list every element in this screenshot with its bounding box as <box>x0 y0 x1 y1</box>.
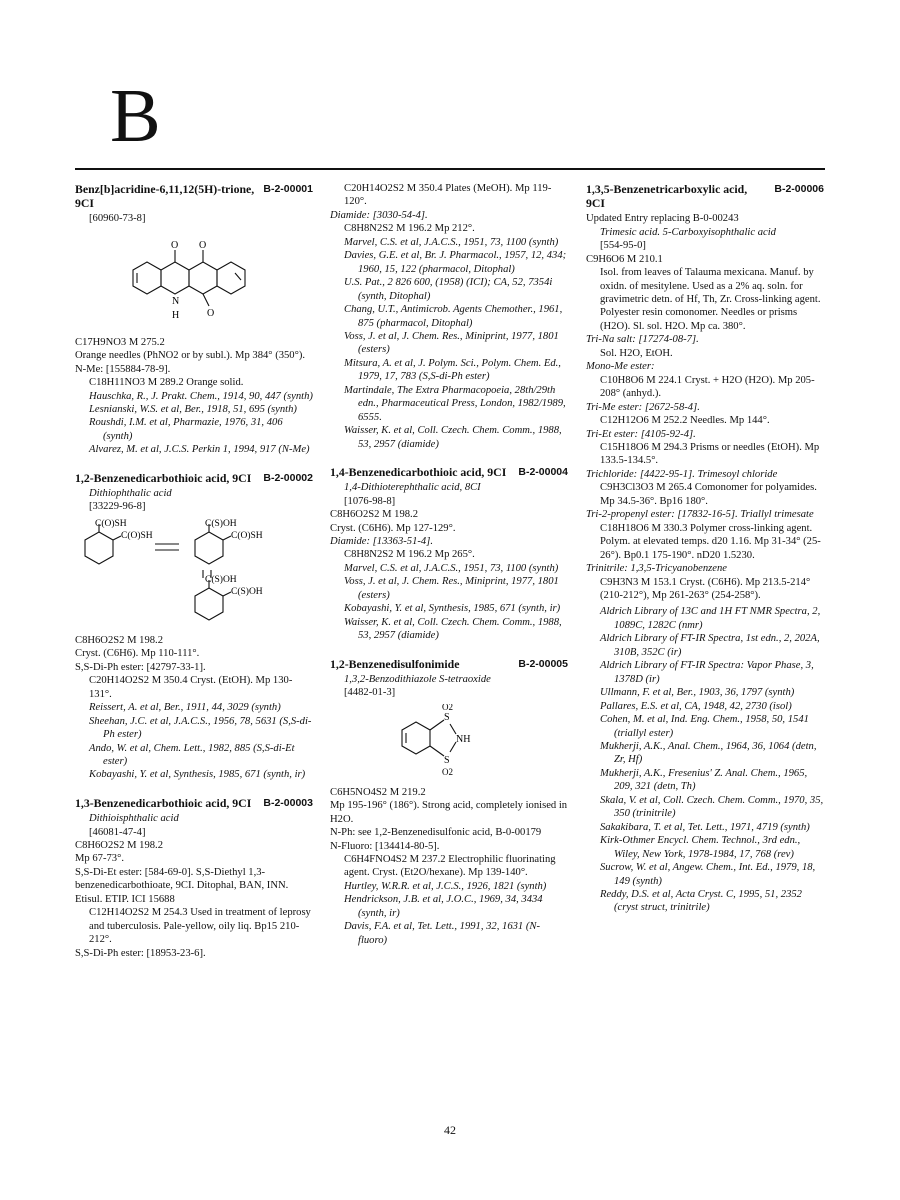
derivative-data: C18H11NO3 M 289.2 Orange solid. <box>89 377 244 389</box>
reference-list <box>330 880 568 947</box>
cas-number: [33229-96-8] <box>89 501 146 513</box>
derivative: N-Fluoro: [134414-80-5]. <box>330 840 440 852</box>
cas-number: [1076-98-8] <box>344 495 396 507</box>
synonym: Trimesic acid. 5-Carboxyisophthalic acid <box>600 226 776 238</box>
reference: Cohen, M. et al, Ind. Eng. Chem., 1958, 50, 1541 (triallyl ester) <box>600 714 809 739</box>
derivative-data: Sol. H2O, EtOH. <box>600 347 673 359</box>
reference: Roushdi, I.M. et al, Pharmazie, 1976, 31, 406 (synth) <box>89 417 283 442</box>
page-number: 42 <box>444 1123 456 1137</box>
header-rule <box>75 168 825 170</box>
reference: Sakakibara, T. et al, Tet. Lett., 1971, 4719 (synth) <box>600 821 810 833</box>
entry-title: 1,2-Benzenedicarbothioic acid, 9CI <box>75 470 252 485</box>
reference: Ando, W. et al, Chem. Lett., 1982, 885 (S,S-di-Et ester) <box>89 742 295 767</box>
struct-label: O2 <box>442 703 453 712</box>
reference: Mukherji, A.K., Fresenius' Z. Anal. Chem., 1965, 209, 321 (detn, Th) <box>600 767 808 793</box>
synonym: 1,3,2-Benzodithiazole S-tetraoxide <box>344 673 491 685</box>
description: Orange needles (PhNO2 or by subl.). Mp 384° (350°). <box>75 350 306 362</box>
entry-id: B-2-00003 <box>263 796 313 809</box>
reference: Davis, F.A. et al, Tet. Lett., 1991, 32, 1631 (N-fluoro) <box>344 921 540 946</box>
entry-id: B-2-00002 <box>263 471 313 484</box>
reference: Chang, U.T., Antimicrob. Agents Chemother., 1961, 875 (pharmacol, Ditophal) <box>344 304 563 329</box>
struct-label: S <box>444 754 450 766</box>
reference: Hendrickson, J.B. et al, J.O.C., 1969, 34, 3434 (synth, ir) <box>344 894 543 919</box>
description: Isol. from leaves of Talauma mexicana. Manuf. by oxidn. of mesitylene. Used as a 2% aq. soln. for gravimetric detn. of Hf, Th, Zr. Cross-linking agent. Polyester resin comonomer. Needles or prisms (H2O). Sl. sol. H2O. Mp ca. 380°. <box>600 267 821 332</box>
entry-title: 1,3-Benzenedicarbothioic acid, 9CI <box>75 795 252 810</box>
entry-id: B-2-00004 <box>518 466 568 479</box>
derivative: Trichloride: [4422-95-1]. Trimesoyl chloride <box>586 468 778 480</box>
struct-label-o2: O <box>199 239 207 251</box>
synonym: Dithiophthalic acid <box>89 488 172 499</box>
struct-label: S <box>444 711 450 723</box>
reference: Voss, J. et al, J. Chem. Res., Miniprint, 1977, 1801 (esters) <box>344 576 559 601</box>
reference: Aldrich Library of FT-IR Spectra, 1st edn., 2, 202A, 310B, 352C (ir) <box>600 633 820 658</box>
derivative-data: C9H3Cl3O3 M 265.4 Comonomer for polyamides. Mp 34.5-36°. Bp16 180°. <box>600 482 817 507</box>
reference: Waisser, K. et al, Coll. Czech. Chem. Comm., 1988, 53, 2957 (diamide) <box>344 616 562 642</box>
reference: U.S. Pat., 2 826 600, (1958) (ICI); CA, 52, 7354i (synth, Ditophal) <box>344 277 553 302</box>
entry-heading <box>75 796 313 810</box>
entry-b-2-00005 <box>330 657 568 948</box>
struct-label: C(O)SH <box>231 530 263 541</box>
reference: Kobayashi, Y. et al, Synthesis, 1985, 671 (synth, ir) <box>344 603 561 615</box>
reference: Martindale, The Extra Pharmacopoeia, 28th/29th edn., Pharmaceutical Press, London, 1982/1989, 6555. <box>344 384 566 423</box>
struct-label: C(S)OH <box>205 518 237 529</box>
derivative: N-Me: [155884-78-9]. <box>75 363 171 375</box>
derivative-data: C9H3N3 M 153.1 Cryst. (C6H6). Mp 213.5-214° (210-212°), Mp 261-263° (254-258°). <box>600 576 811 601</box>
reference: Mitsura, A. et al, J. Polym. Sci., Polym. Chem. Ed., 1979, 17, 783 (S,S-di-Ph ester) <box>344 357 561 383</box>
section-letter: B <box>110 74 161 158</box>
reference: Sheehan, J.C. et al, J.A.C.S., 1956, 78, 5631 (S,S-di-Ph ester) <box>89 715 312 741</box>
struct-label-h: H <box>172 309 180 321</box>
reference: Lesnianski, W.S. et al, Ber., 1918, 51, 695 (synth) <box>89 404 297 416</box>
formula: C17H9NO3 M 275.2 <box>75 336 165 348</box>
reference: Mukherji, A.K., Anal. Chem., 1964, 36, 1064 (detn, Zr, Hf) <box>600 740 817 766</box>
derivative-data: C8H8N2S2 M 196.2 Mp 212°. <box>344 223 475 235</box>
reference: Reissert, A. et al, Ber., 1911, 44, 3029 (synth) <box>89 702 281 714</box>
updated-note: Updated Entry replacing B-0-00243 <box>586 213 739 225</box>
entry-heading <box>586 182 824 210</box>
synonym: Dithioisphthalic acid <box>89 813 179 825</box>
reference-list <box>330 236 568 451</box>
reference: Sucrow, W. et al, Angew. Chem., Int. Ed., 1979, 18, 149 (synth) <box>600 862 816 887</box>
formula: C6H5NO4S2 M 219.2 <box>330 786 426 798</box>
reference: Marvel, C.S. et al, J.A.C.S., 1951, 73, 1100 (synth) <box>344 562 559 574</box>
entry-id: B-2-00005 <box>518 657 568 670</box>
reference: Ullmann, F. et al, Ber., 1903, 36, 1797 (synth) <box>600 687 795 699</box>
reference: Aldrich Library of 13C and 1H FT NMR Spectra, 2, 1089C, 1282C (nmr) <box>600 606 821 631</box>
synonym: 1,4-Dithioterephthalic acid, 8CI <box>344 482 481 494</box>
struct-label: NH <box>456 733 471 745</box>
entry-id: B-2-00001 <box>263 183 313 195</box>
entry-title: 1,2-Benzenedisulfonimide <box>330 656 460 671</box>
derivative-data: C15H18O6 M 294.3 Prisms or needles (EtOH). Mp 133.5-134.5°. <box>600 442 820 467</box>
entry-title: 1,3,5-Benzenetricarboxylic acid, 9CI <box>586 182 748 211</box>
derivative-data: C10H8O6 M 224.1 Cryst. + H2O (H2O). Mp 205-208° (anhyd.). <box>600 374 815 400</box>
reference-list <box>75 701 313 782</box>
reference: Aldrich Library of FT-IR Spectra: Vapor Phase, 3, 1378D (ir) <box>600 660 814 685</box>
derivative: Tri-Et ester: [4105-92-4]. <box>586 428 696 440</box>
entry-title: 1,4-Benzenedicarbothioic acid, 9CI <box>330 465 507 480</box>
cas-number: [60960-73-8] <box>89 213 146 225</box>
description: Mp 195-196° (186°). Strong acid, completely ionised in H2O. <box>330 800 568 825</box>
reference: Waisser, K. et al, Coll. Czech. Chem. Comm., 1988, 53, 2957 (diamide) <box>344 425 562 450</box>
entry-heading <box>330 657 568 671</box>
reference: Davies, G.E. et al, Br. J. Pharmacol., 1957, 12, 434; 1960, 15, 122 (pharmacol, Ditophal) <box>344 250 567 275</box>
entry-b-2-00002 <box>75 471 313 782</box>
struct-label: C(O)SH <box>95 518 127 529</box>
entry-b-2-00004 <box>330 465 568 643</box>
reference: Kobayashi, Y. et al, Synthesis, 1985, 671 (synth, ir) <box>89 769 306 781</box>
entry-continuation <box>330 182 568 451</box>
reference-list <box>586 605 824 914</box>
struct-label-n: N <box>172 295 180 307</box>
column-3 <box>586 182 824 929</box>
struct-label: C(S)OH <box>205 574 237 585</box>
formula: C8H6O2S2 M 198.2 <box>75 839 163 851</box>
entry-b-2-00003 <box>75 796 313 960</box>
benzacridinetrione-structure <box>75 230 313 330</box>
struct-label: O2 <box>442 766 453 777</box>
reference: Alvarez, M. et al, J.C.S. Perkin 1, 1994, 917 (N-Me) <box>89 444 310 456</box>
derivative: N-Ph: see 1,2-Benzenedisulfonic acid, B-0-00179 <box>330 827 542 839</box>
reference: Voss, J. et al, J. Chem. Res., Miniprint, 1977, 1801 (esters) <box>344 330 559 356</box>
entry-b-2-00006 <box>586 182 824 915</box>
reference: Hurtley, W.R.R. et al, J.C.S., 1926, 1821 (synth) <box>344 880 547 892</box>
cas-number: [4482-01-3] <box>344 687 396 699</box>
description: Cryst. (C6H6). Mp 110-111°. <box>75 648 200 660</box>
dithiophthalic-tautomers-structure <box>75 518 313 628</box>
reference: Hauschka, R., J. Prakt. Chem., 1914, 90, 447 (synth) <box>89 390 313 402</box>
cas-number: [554-95-0] <box>600 240 646 252</box>
column-1 <box>75 182 313 974</box>
formula: C20H14O2S2 M 350.4 Plates (MeOH). Mp 119-120°. <box>344 183 552 208</box>
derivative: Trinitrile: 1,3,5-Tricyanobenzene <box>586 563 727 575</box>
column-2 <box>330 182 568 961</box>
benzodisulfonimide-structure <box>330 704 568 780</box>
cas-number: [46081-47-4] <box>89 826 146 838</box>
entry-id: B-2-00006 <box>774 183 824 195</box>
entry-title: Benz[b]acridine-6,11,12(5H)-trione, 9CI <box>75 182 255 211</box>
struct-label-o1: O <box>171 239 179 251</box>
derivative: Mono-Me ester: <box>586 361 655 373</box>
struct-label: C(S)OH <box>231 586 263 597</box>
derivative: S,S-Di-Et ester: [584-69-0]. S,S-Diethyl 1,3-benzenedicarbothioate, 9CI. Ditophal, BAN, INN. Etisul. ETIP. ICI 15688 <box>75 866 289 905</box>
derivative: Tri-2-propenyl ester: [17832-16-5]. Triallyl trimesate <box>586 509 814 521</box>
derivative-data: C12H14O2S2 M 254.3 Used in treatment of leprosy and tuberculosis. Pale-yellow, oily liq. Bp15 210-212°. <box>89 907 311 946</box>
derivative: Tri-Me ester: [2672-58-4]. <box>586 401 700 413</box>
derivative-data: C18H18O6 M 330.3 Polymer cross-linking agent. Polym. at elevated temps. d20 1.16. Mp 31-34° (25-26°). Bp0.1 175-190°. nD20 1.5230. <box>600 522 821 561</box>
reference: Marvel, C.S. et al, J.A.C.S., 1951, 73, 1100 (synth) <box>344 236 559 248</box>
formula: C8H6O2S2 M 198.2 <box>75 634 163 646</box>
derivative: S,S-Di-Ph ester: [42797-33-1]. <box>75 661 206 673</box>
formula: C9H6O6 M 210.1 <box>586 253 663 265</box>
description: Cryst. (C6H6). Mp 127-129°. <box>330 522 456 534</box>
reference: Reddy, D.S. et al, Acta Cryst. C, 1995, 51, 2352 (cryst struct, trinitrile) <box>600 888 802 914</box>
reference-list <box>330 562 568 643</box>
derivative: Diamide: [3030-54-4]. <box>330 209 428 221</box>
entry-b-2-00001 <box>75 182 313 457</box>
reference: Skala, V. et al, Coll. Czech. Chem. Comm., 1970, 35, 350 (trinitrile) <box>600 794 824 820</box>
description: Mp 67-73°. <box>75 853 124 865</box>
entry-heading <box>330 465 568 479</box>
derivative: Diamide: [13363-51-4]. <box>330 536 433 548</box>
struct-label-o3: O <box>207 307 215 319</box>
derivative-data: C6H4FNO4S2 M 237.2 Electrophilic fluorinating agent. Cryst. (Et2O/hexane). Mp 139-140°. <box>344 853 556 879</box>
reference: Pallares, E.S. et al, CA, 1948, 42, 2730 (isol) <box>600 700 792 712</box>
struct-label: C(O)SH <box>121 530 153 541</box>
reference: Kirk-Othmer Encycl. Chem. Technol., 3rd edn., Wiley, New York, 1978-1984, 17, 768 (rev) <box>600 835 801 860</box>
derivative-data: C12H12O6 M 252.2 Needles. Mp 144°. <box>600 415 770 427</box>
derivative: S,S-Di-Ph ester: [18953-23-6]. <box>75 947 206 959</box>
formula: C8H6O2S2 M 198.2 <box>330 509 418 521</box>
entry-heading <box>75 182 313 210</box>
derivative-data: C8H8N2S2 M 196.2 Mp 265°. <box>344 549 475 561</box>
entry-heading <box>75 471 313 485</box>
reference-list <box>75 390 313 457</box>
derivative-data: C20H14O2S2 M 350.4 Cryst. (EtOH). Mp 130-131°. <box>89 675 293 700</box>
derivative: Tri-Na salt: [17274-08-7]. <box>586 334 699 346</box>
